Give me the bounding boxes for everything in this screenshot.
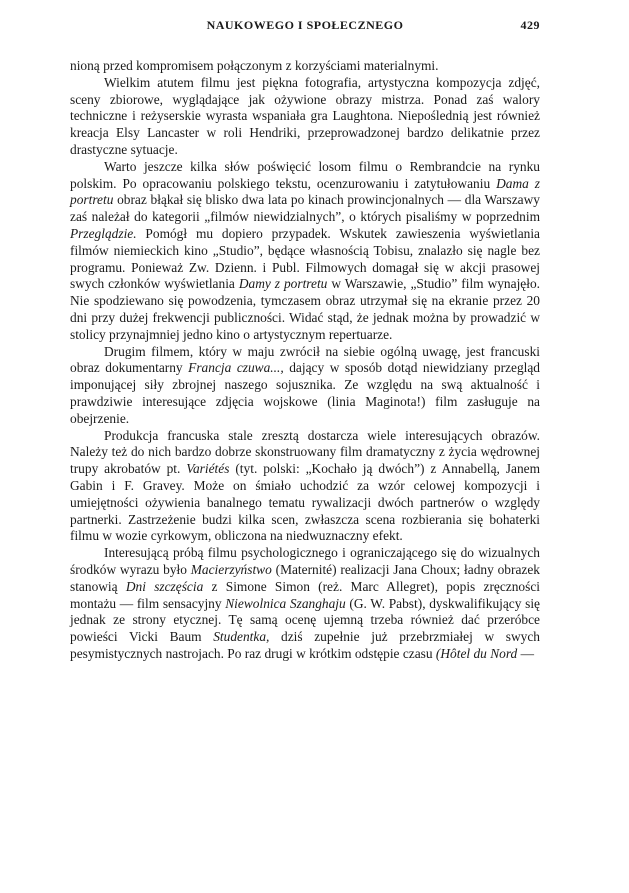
italic-title: Francja czuwa..., xyxy=(188,360,284,376)
paragraph xyxy=(70,159,540,344)
text-run: Warto jeszcze kilka słów poświęcić losom filmu o Rembrandcie na rynku polskim. Po opracowaniu polskiego tekstu, ocenzurowaniu i zatytułowaniu xyxy=(70,158,540,191)
text-run: Pomógł mu dopiero przypadek. Wskutek zawieszenia wyświetlania filmów niemieckich kino „Studio”, będące własnością Tobisu, znalazło się nagle bez programu. Ponieważ Zw. Dzienn. i Publ. Filmowych domagał się w akcji prasowej swych członków wyświetlania xyxy=(70,225,540,292)
book-page xyxy=(70,18,540,663)
text-run: Wielkim atutem filmu jest piękna fotografia, artystyczna kompozycja zdjęć, sceny zbiorowe, wyglądające jak ożywione obrazy mistrza. Ponad zaś walory techniczne i reżyserskie wyrasta wspaniała gra Laughtona. Niepoślednią jest również kreacja Elsy Lancaster w roli Hendriki, przeprowadzonej bardzo delikatnie przez drastyczne sytuacje. xyxy=(70,74,540,157)
text-run: z Simone Simon (reż. Marc Allegret), popis zręczności montażu — film sensacyjny xyxy=(70,578,540,611)
running-title: NAUKOWEGO I SPOŁECZNEGO xyxy=(206,18,404,32)
italic-title: Dni szczęścia xyxy=(125,578,204,594)
text-run: dziś zupełnie już przebrzmiałej w swych pesymistycznych nastrojach. Po raz drugi w krótkim odstępie czasu xyxy=(70,629,540,661)
text-run: — xyxy=(517,645,535,661)
text-run: Interesującą próbą filmu psychologicznego i ograniczającego się do wizualnych środków wyrazu było xyxy=(70,545,540,577)
text-run: (Maternité) realizacji Jana Choux; ładny obrazek stanowią xyxy=(70,561,540,594)
text-run: w Warszawie, „Studio” film wynajęło. Nie spodziewano się powodzenia, tymczasem obraz utrzymał się na ekranie przez 20 dni przy dużej frekwencji publiczności. Widać stąd, że jednak można by prowadzić w stolicy przynajmniej jedno kino o artystycznym repertuarze. xyxy=(70,276,540,342)
text-run: dający w sposób dotąd niewidziany przegląd imponującej siły zbrojnej naszego sojusznika. Ze względu na swą aktualność i prawdziwie interesujące zdjęcia wojskowe (linia Maginota!) film zasługuje na obejrzenie. xyxy=(70,360,540,426)
italic-title: Studentka, xyxy=(213,629,270,645)
italic-title: (Hôtel du Nord xyxy=(435,645,518,661)
italic-title: Niewolnica Szanghaju xyxy=(225,595,346,611)
paragraph xyxy=(70,344,540,428)
text-run: (G. W. Pabst), dyskwalifikujący się jednak ze strony etycznej. Tę samą ocenę ujemną trzeba również dać przeróbce powieści Vicki Baum xyxy=(70,595,540,645)
text-run: (tyt. polski: „Kochało ją dwóch”) z Annabellą, Janem Gabin i F. Gravey. Może on śmiało uchodzić za wzór celowej kompozycji i umiejętności ożywienia banalnego tematu rywalizacji dwóch partnerów o względy partnerki. Zastrzeżenie budzi kilka scen, zwłaszcza scena rozbierania się bohaterki filmu w wozie cyrkowym, obliczona na niedwuznaczny efekt. xyxy=(70,461,541,544)
body-text xyxy=(70,58,540,663)
text-run: nioną przed kompromisem połączonym z korzyściami materialnymi. xyxy=(70,58,439,73)
italic-title: Przeglądzie. xyxy=(70,225,137,241)
text-run: Drugim filmem, który w maju zwrócił na siebie ogólną uwagę, jest francuski obraz dokumentarny xyxy=(70,343,540,376)
paragraph xyxy=(70,545,540,663)
paragraph xyxy=(70,58,540,75)
running-head xyxy=(70,18,540,40)
italic-title: Dama z portretu xyxy=(70,175,540,208)
italic-title: Macierzyństwo xyxy=(190,561,272,577)
paragraph xyxy=(70,75,540,159)
paragraph xyxy=(70,428,540,546)
text-run: Produkcja francuska stale zresztą dostarcza wiele interesujących obrazów. Należy też do nich bardzo dobrze skonstruowany film dramatyczny z życia wędrownej trupy akrobatów pt. xyxy=(70,427,540,477)
page-number: 429 xyxy=(520,18,540,32)
italic-title: Variétés xyxy=(186,461,230,477)
text-run: obraz błąkał się blisko dwa lata po kinach prowincjonalnych — dla Warszawy zaś należał do kategorii „filmów niewidzialnych”, o których pisaliśmy w poprzednim xyxy=(70,192,540,225)
italic-title: Damy z portretu xyxy=(238,276,328,292)
